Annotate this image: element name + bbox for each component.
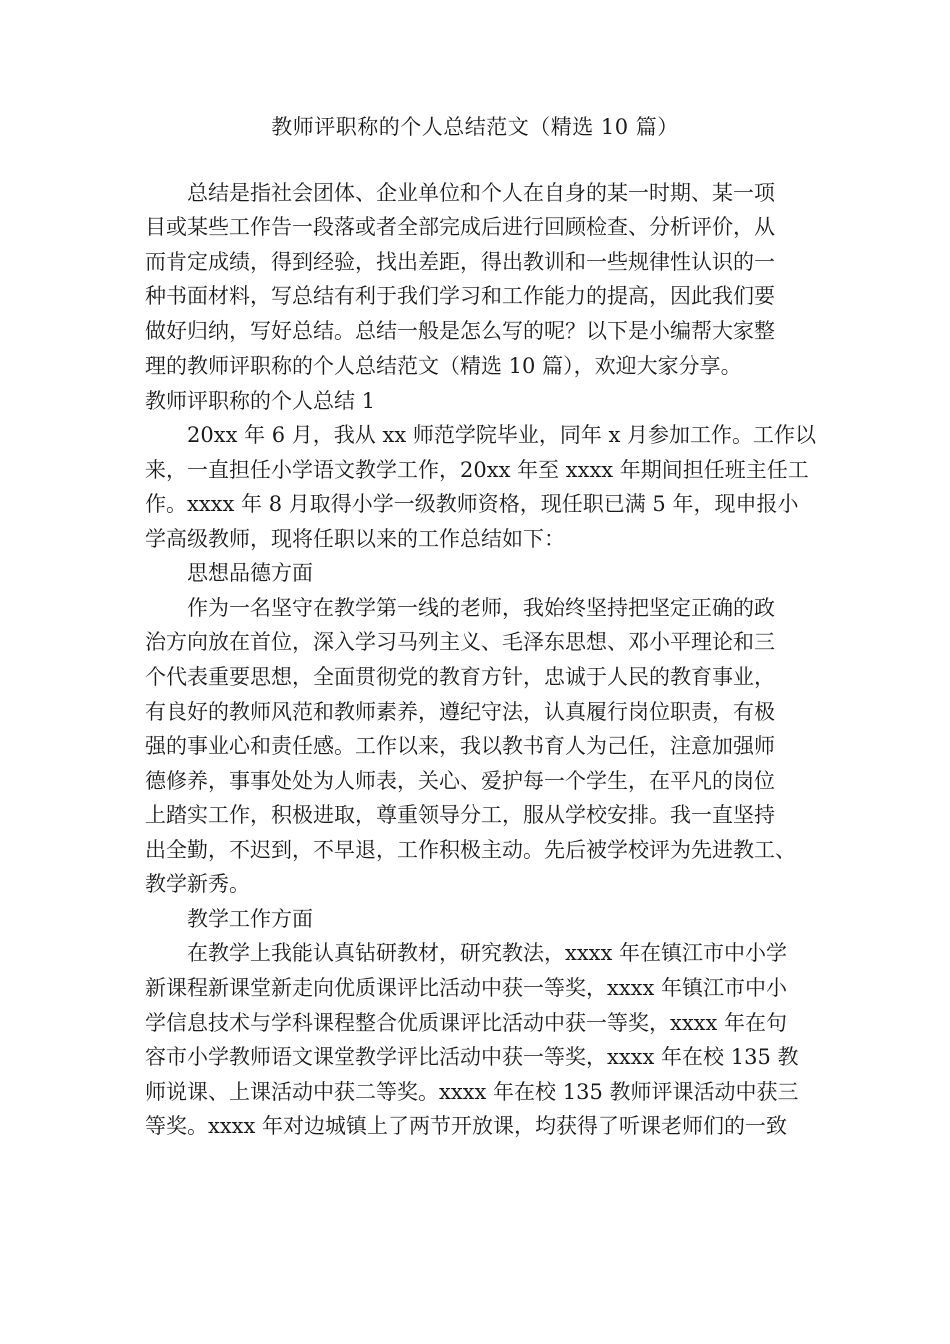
text-line: 种书面材料，写总结有利于我们学习和工作能力的提高，因此我们要 bbox=[145, 284, 775, 308]
document-title: 教师评职称的个人总结范文（精选 10 篇） bbox=[271, 115, 679, 139]
text-line: 20xx 年 6 月，我从 xx 师范学院毕业，同年 x 月参加工作。工作以 bbox=[187, 423, 817, 447]
section-heading: 教师评职称的个人总结 1 bbox=[145, 389, 376, 413]
text-line: 来，一直担任小学语文教学工作，20xx 年至 xxxx 年期间担任班主任工 bbox=[145, 458, 809, 482]
text-line: 等奖。xxxx 年对边城镇上了两节开放课，均获得了听课老师们的一致 bbox=[145, 1114, 788, 1138]
text-line: 教学新秀。 bbox=[145, 872, 250, 896]
text-line: 出全勤，不迟到，不早退，工作积极主动。先后被学校评为先进教工、 bbox=[145, 838, 796, 862]
text-line: 有良好的教师风范和教师素养，遵纪守法，认真履行岗位职责，有极 bbox=[145, 700, 775, 724]
subsection-heading: 思想品德方面 bbox=[187, 561, 313, 585]
text-line: 学信息技术与学科课程整合优质课评比活动中获一等奖，xxxx 年在句 bbox=[145, 1011, 788, 1035]
text-line: 治方向放在首位，深入学习马列主义、毛泽东思想、邓小平理论和三 bbox=[145, 630, 775, 654]
text-line: 个代表重要思想，全面贯彻党的教育方针，忠诚于人民的教育事业， bbox=[145, 665, 775, 689]
text-line: 目或某些工作告一段落或者全部完成后进行回顾检查、分析评价，从 bbox=[145, 215, 775, 239]
text-line: 德修养，事事处处为人师表，关心、爱护每一个学生，在平凡的岗位 bbox=[145, 769, 775, 793]
text-line: 总结是指社会团体、企业单位和个人在自身的某一时期、某一项 bbox=[187, 181, 775, 205]
text-line: 容市小学教师语文课堂教学评比活动中获一等奖，xxxx 年在校 135 教 bbox=[145, 1045, 799, 1069]
text-line: 强的事业心和责任感。工作以来，我以教书育人为己任，注意加强师 bbox=[145, 734, 775, 758]
text-line: 作。xxxx 年 8 月取得小学一级教师资格，现任职已满 5 年，现申报小 bbox=[145, 492, 799, 516]
text-line: 作为一名坚守在教学第一线的老师，我始终坚持把坚定正确的政 bbox=[187, 596, 775, 620]
text-line: 上踏实工作，积极进取，尊重领导分工，服从学校安排。我一直坚持 bbox=[145, 803, 775, 827]
text-line: 新课程新课堂新走向优质课评比活动中获一等奖，xxxx 年镇江市中小 bbox=[145, 976, 788, 1000]
text-line: 在教学上我能认真钻研教材，研究教法，xxxx 年在镇江市中小学 bbox=[187, 941, 788, 965]
text-line: 学高级教师，现将任职以来的工作总结如下： bbox=[145, 527, 565, 551]
text-line: 做好归纳，写好总结。总结一般是怎么写的呢？以下是小编帮大家整 bbox=[145, 319, 775, 343]
text-line: 理的教师评职称的个人总结范文（精选 10 篇），欢迎大家分享。 bbox=[145, 354, 742, 378]
subsection-heading: 教学工作方面 bbox=[187, 907, 313, 931]
text-line: 师说课、上课活动中获二等奖。xxxx 年在校 135 教师评课活动中获三 bbox=[145, 1080, 799, 1104]
text-line: 而肯定成绩，得到经验，找出差距，得出教训和一些规律性认识的一 bbox=[145, 250, 775, 274]
